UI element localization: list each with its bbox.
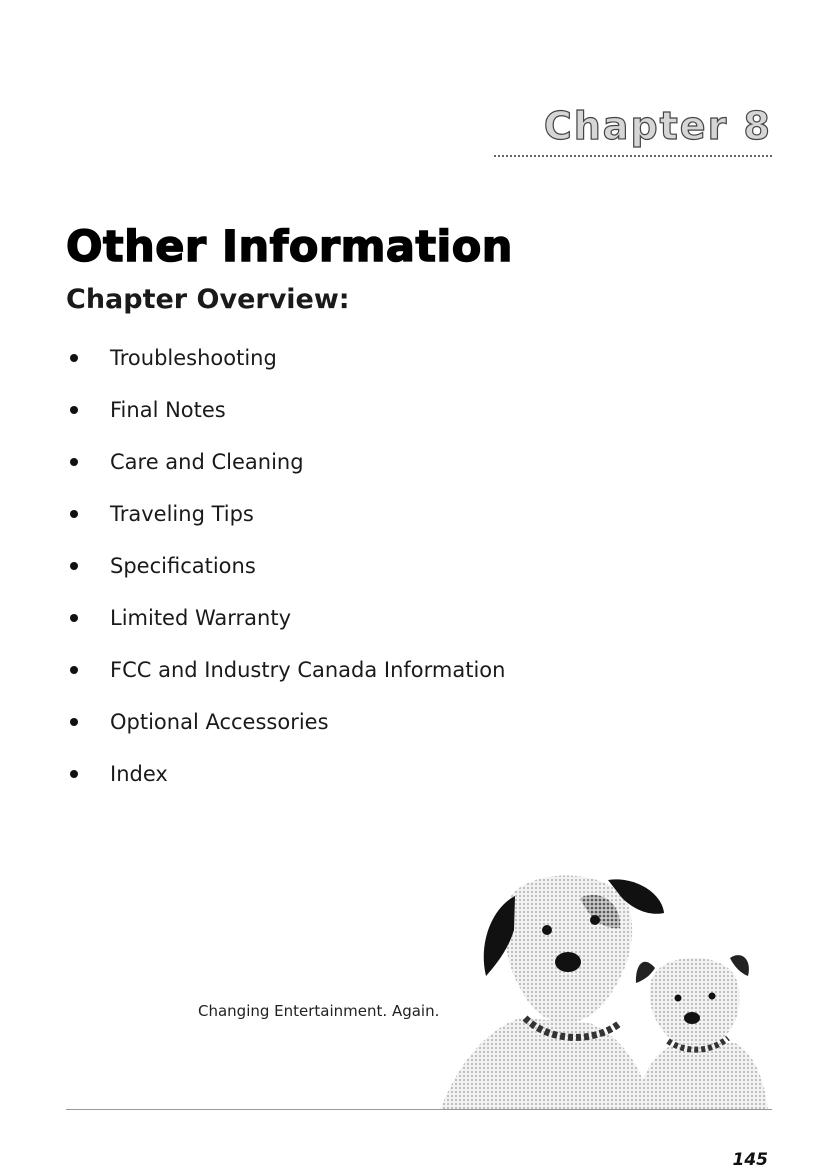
bullet-icon bbox=[70, 666, 78, 674]
bullet-icon bbox=[70, 354, 78, 362]
list-item-label: Specifications bbox=[110, 554, 256, 578]
list-item-label: Limited Warranty bbox=[110, 606, 292, 630]
list-item-label: FCC and Industry Canada Information bbox=[110, 658, 506, 682]
bullet-icon bbox=[70, 458, 78, 466]
list-item-label: Index bbox=[110, 762, 168, 786]
bullet-icon bbox=[70, 562, 78, 570]
chapter-divider bbox=[494, 155, 772, 157]
bullet-icon bbox=[70, 770, 78, 778]
bullet-icon bbox=[70, 510, 78, 518]
list-item-label: Care and Cleaning bbox=[110, 450, 304, 474]
bullet-icon bbox=[70, 718, 78, 726]
list-item-label: Troubleshooting bbox=[110, 346, 277, 370]
dogs-illustration bbox=[430, 858, 770, 1110]
page-subtitle: Chapter Overview: bbox=[66, 284, 350, 315]
list-item-label: Traveling Tips bbox=[110, 502, 254, 526]
chapter-label: Chapter 8 bbox=[543, 104, 772, 148]
list-item-label: Optional Accessories bbox=[110, 710, 329, 734]
bullet-icon bbox=[70, 614, 78, 622]
list-item-label: Final Notes bbox=[110, 398, 226, 422]
page-number: 145 bbox=[732, 1150, 768, 1170]
bullet-icon bbox=[70, 406, 78, 414]
footer-divider bbox=[66, 1109, 772, 1110]
brand-tagline: Changing Entertainment. Again. bbox=[198, 1002, 440, 1020]
page-title: Other Information bbox=[66, 222, 513, 272]
